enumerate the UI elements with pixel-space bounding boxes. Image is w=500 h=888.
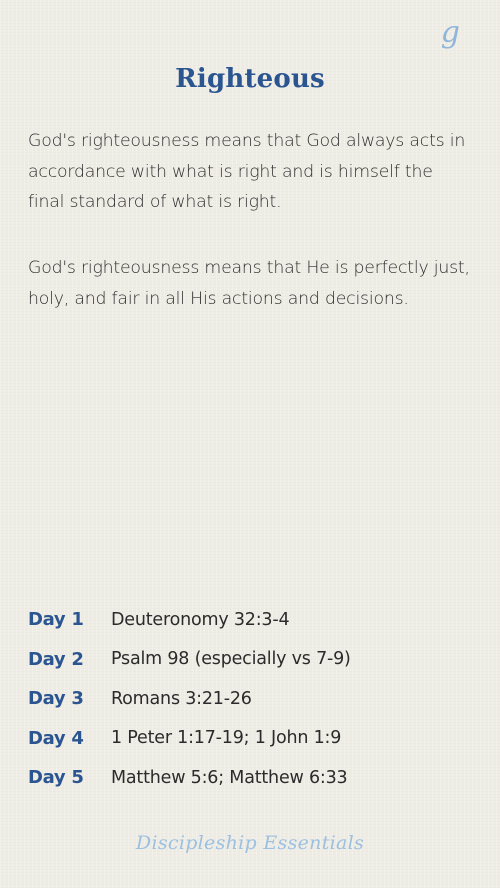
reading-schedule	[28, 600, 478, 798]
day-label: Day 1	[28, 609, 84, 631]
reading-row	[28, 758, 478, 798]
definition-paragraph-2: God's righteousness means that He is perfectly just, holy, and fair in all His actions and decisions.	[28, 258, 470, 309]
day-label: Day 2	[28, 648, 84, 670]
footer-brand: Discipleship Essentials	[135, 832, 365, 854]
day-label: Day 5	[28, 767, 84, 789]
reading-row	[28, 640, 478, 680]
reading-row	[28, 600, 478, 640]
reading-row	[28, 679, 478, 719]
scripture-reference: Romans 3:21-26	[111, 688, 252, 709]
scripture-reference: Deuteronomy 32:3-4	[111, 609, 290, 630]
day-label: Day 4	[28, 727, 84, 749]
definition-paragraph-1: God's righteousness means that God always acts in accordance with what is right and is himself the final standard of what is right.	[28, 131, 466, 212]
corner-logo-mark: g	[440, 15, 460, 50]
page-title: Righteous	[175, 64, 325, 94]
reading-row	[28, 719, 478, 759]
day-label: Day 3	[28, 688, 84, 710]
scripture-reference: 1 Peter 1:17-19; 1 John 1:9	[111, 728, 342, 749]
scripture-reference: Matthew 5:6; Matthew 6:33	[111, 767, 348, 788]
scripture-reference: Psalm 98 (especially vs 7-9)	[111, 649, 351, 670]
